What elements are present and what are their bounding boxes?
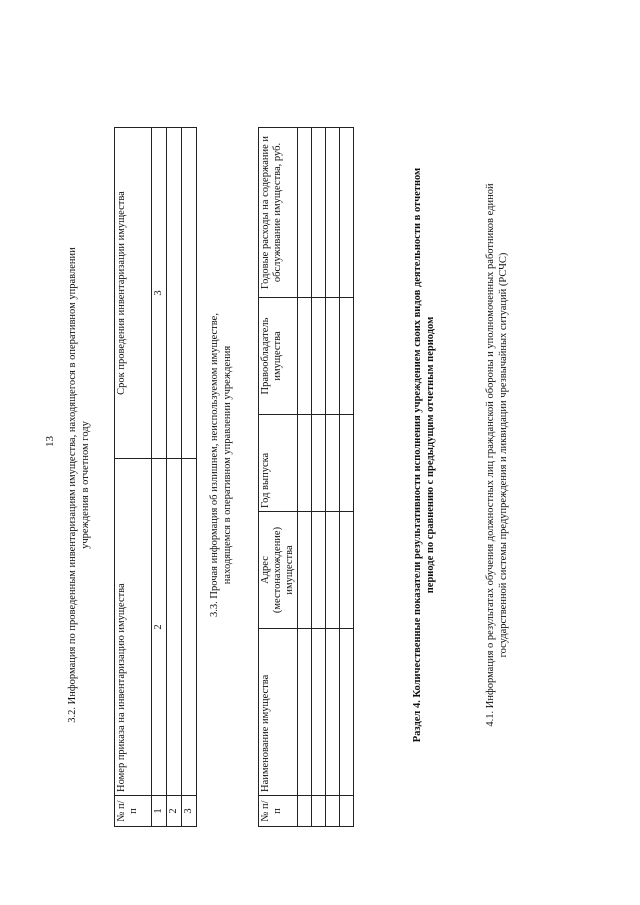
table-cell: [340, 629, 354, 796]
col-header-property-name: Наименование имущества: [259, 629, 298, 796]
table-cell: 3: [182, 796, 197, 827]
table-cell: [298, 298, 312, 415]
table-cell: 2: [152, 459, 167, 796]
section-3-2-caption-line1: 3.2. Информация по проведенным инвентаризациям имущества, находящегося в оперативном управлении: [67, 247, 78, 723]
table-cell: [326, 128, 340, 298]
col-header-owner: Правообладатель имущества: [259, 298, 298, 415]
col-header-annual-costs: Годовые расходы на содержание и обслуживание имущества, руб.: [259, 128, 298, 298]
section-4-title-line2: периоде по сравнению с предыдущим отчетным периодом: [425, 316, 436, 594]
section-4-1-caption-line1: 4.1. Информация о результатах обучения должностных лиц гражданской обороны и уполномоченных работников единой: [485, 183, 496, 727]
col-header-number: № п/п: [115, 796, 152, 827]
col-header-order-number: Номер приказа на инвентаризацию имущества: [115, 459, 152, 796]
section-4-1-caption-line2: государственной системы предупреждения и ликвидации чрезвычайных ситуаций (РСЧС): [498, 252, 509, 658]
table-header-row: [115, 128, 152, 827]
table-cell: [312, 796, 326, 827]
col-header-address: Адрес (местонахождение) имущества: [259, 512, 298, 629]
table-cell: 2: [167, 796, 182, 827]
table-cell: [298, 128, 312, 298]
table-row: [298, 128, 312, 827]
section-4-title-line1: Раздел 4. Количественные показатели результативности исполнения учреждением своих видов деятельности в отчетном: [412, 167, 423, 743]
table-cell: [312, 629, 326, 796]
section-3-3-caption: [208, 245, 234, 685]
table-cell: [312, 512, 326, 629]
table-header-row: [259, 128, 298, 827]
table-cell: [340, 415, 354, 512]
table-row: [167, 128, 182, 827]
section-3-2-caption: [66, 105, 92, 865]
table-cell: [182, 128, 197, 459]
section-4-1-caption: [484, 45, 510, 865]
table-cell: [326, 415, 340, 512]
section-3-2-caption-line2: учреждения в отчетном году: [80, 421, 91, 549]
table-cell: [298, 512, 312, 629]
section-4-title: [411, 45, 437, 865]
table-row: [182, 128, 197, 827]
table-cell: 3: [152, 128, 167, 459]
table-cell: [340, 298, 354, 415]
page-number: 13: [44, 436, 56, 447]
table-row: [152, 128, 167, 827]
table-cell: [340, 796, 354, 827]
col-header-number: № п/п: [259, 796, 298, 827]
section-3-3-caption-line2: находящемся в оперативном управлении учреждения: [222, 345, 233, 585]
table-row: [340, 128, 354, 827]
table-row: [312, 128, 326, 827]
table-cell: [167, 128, 182, 459]
col-header-inventory-term: Срок проведения инвентаризации имущества: [115, 128, 152, 459]
table-row: [326, 128, 340, 827]
table-cell: [326, 629, 340, 796]
table-cell: [298, 629, 312, 796]
rotated-content: [66, 5, 586, 885]
table-cell: [312, 415, 326, 512]
table-cell: [167, 459, 182, 796]
surplus-property-table: [258, 127, 354, 827]
table-cell: [340, 128, 354, 298]
table-cell: [182, 459, 197, 796]
table-cell: [326, 796, 340, 827]
table-cell: [326, 512, 340, 629]
table-cell: [340, 512, 354, 629]
table-cell: [298, 415, 312, 512]
table-cell: [312, 128, 326, 298]
inventory-table: [114, 127, 197, 827]
col-header-year: Год выпуска: [259, 415, 298, 512]
section-3-3-caption-line1: 3.3. Прочая информация об излишнем, неиспользуемом имуществе,: [209, 313, 220, 617]
table-cell: [298, 796, 312, 827]
table-cell: [326, 298, 340, 415]
table-cell: [312, 298, 326, 415]
table-cell: 1: [152, 796, 167, 827]
